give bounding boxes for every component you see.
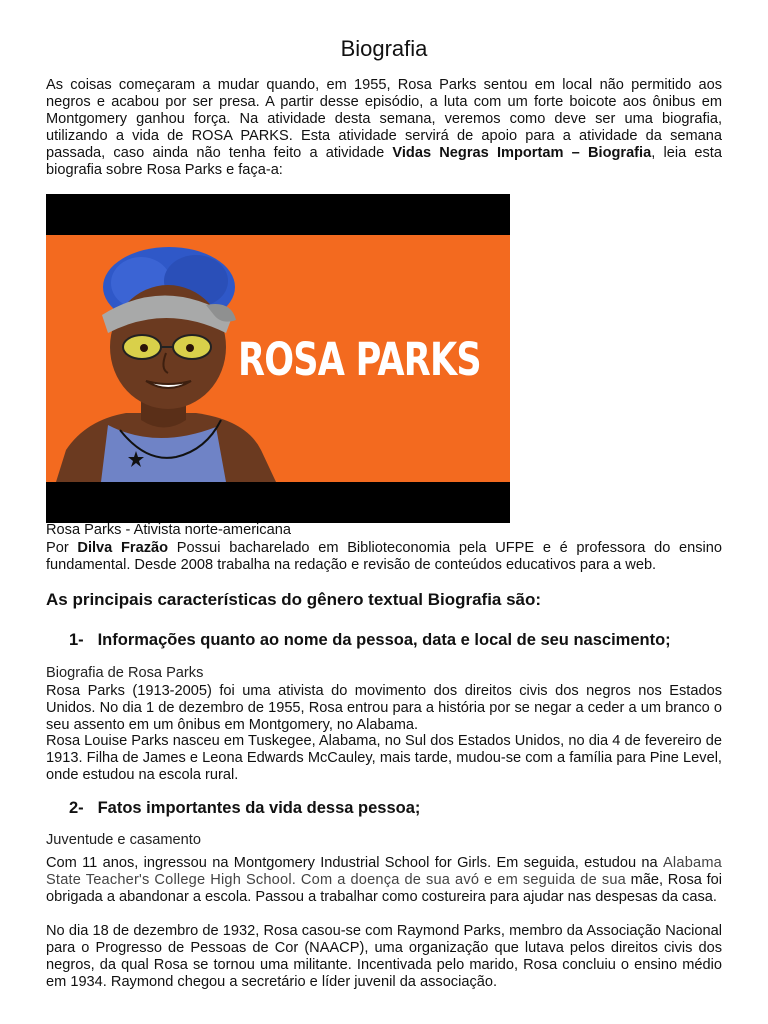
- list-item-1: [69, 631, 671, 650]
- intro-text: As coisas começaram a mudar quando, em 1955, Rosa Parks sentou em local não permitido aos negros e acabou por ser presa. A partir desse episódio, a luta com um forte boicote aos ônibus em Montgomery ganhou força. Na atividade desta semana, veremos como deve ser uma biografia, utilizando a vida de ROSA PARKS. Esta atividade servirá de apoio para a atividade da semana passada, caso ainda não tenha feito a atividade: [46, 77, 722, 161]
- intro-paragraph: [46, 77, 722, 178]
- intro-bold-link-text: Vidas Negras Importam – Biografia: [392, 144, 652, 161]
- youth-text-b: Alabama State Teacher's College High School. Com a doença de sua avó e em seguida de sua: [46, 855, 722, 888]
- intro-text-end: , leia esta biografia sobre Rosa Parks e faça-a:: [46, 144, 722, 178]
- author-paragraph: [46, 540, 722, 574]
- banner-title: ROSA PARKS: [238, 333, 481, 386]
- youth-paragraph-2: No dia 18 de dezembro de 1932, Rosa casou-se com Raymond Parks, membro da Associação Nacional para o Progresso de Pessoas de Cor (NAACP), uma organização que lutava pelos direitos civis dos negros, da qual Rosa se tornou uma militante. Incentivada pelo marido, Rosa concluiu o ensino médio em 1934. Raymond chegou a secretário e líder juvenil da associação.: [46, 923, 722, 990]
- youth-text-a: Com 11 anos, ingressou na Montgomery Industrial School for Girls. Em seguida, estudou na: [46, 855, 663, 871]
- bio-paragraph-1: Rosa Parks (1913-2005) foi uma ativista do movimento dos direitos civis dos negros nos Estados Unidos. No dia 1 de dezembro de 1955, Rosa entrou para a história por se negar a ceder a um branco o seu assento em um ônibus em Montgomery, no Alabama.: [46, 683, 722, 733]
- author-name: Dilva Frazão: [77, 540, 169, 556]
- page-title: Biografia: [340, 36, 428, 61]
- bio-heading: Biografia de Rosa Parks: [46, 665, 204, 681]
- image-caption: Rosa Parks - Ativista norte-americana: [46, 522, 291, 538]
- author-prefix: Por: [46, 540, 78, 556]
- list-item-2: [69, 799, 420, 818]
- list-item-text: Fatos importantes da vida dessa pessoa;: [97, 799, 421, 817]
- list-number: 1-: [69, 631, 84, 649]
- author-bio: Possui bacharelado em Biblioteconomia pela UFPE e é professora do ensino fundamental. Desde 2008 trabalha na redação e revisão de conteúdos educativos para a web.: [46, 540, 723, 573]
- section-heading: As principais características do gênero textual Biografia são:: [46, 590, 542, 609]
- bio-paragraph-2: Rosa Louise Parks nasceu em Tuskegee, Alabama, no Sul dos Estados Unidos, no dia 4 de fevereiro de 1913. Filha de James e Leona Edwards McCauley, mais tarde, mudou-se com a família para Pine Level, onde estudou na escola rural.: [46, 733, 722, 783]
- image-banner: [46, 235, 510, 482]
- youth-text-c: mãe, Rosa foi obrigada a abandonar a escola. Passou a trabalhar como costureira para ajudar nas despesas da casa.: [46, 871, 722, 905]
- youth-heading: Juventude e casamento: [46, 832, 201, 848]
- youth-paragraph-1: [46, 855, 722, 906]
- rosa-parks-image: [46, 194, 510, 523]
- list-number: 2-: [69, 799, 84, 817]
- list-item-text: Informações quanto ao nome da pessoa, data e local de seu nascimento;: [97, 631, 671, 649]
